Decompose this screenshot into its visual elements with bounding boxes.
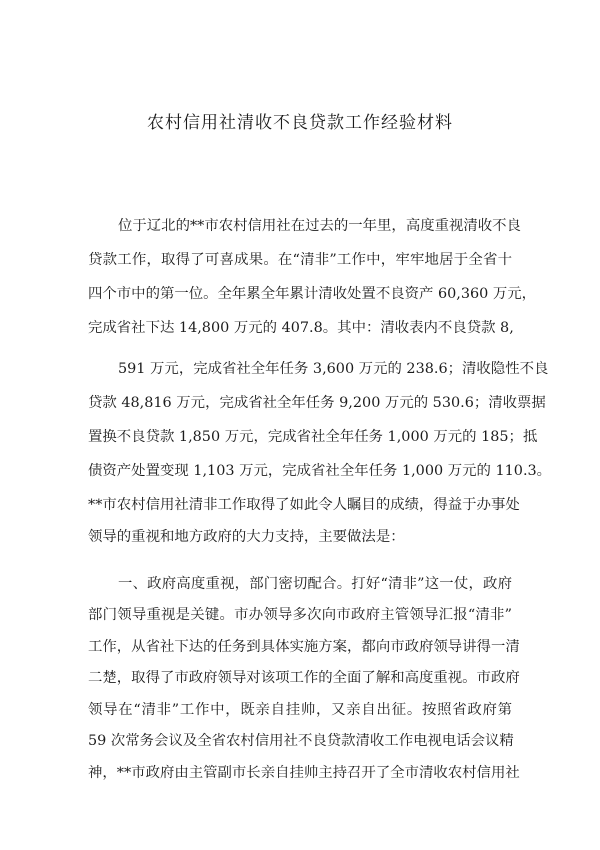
paragraph-1-line-1: 位于辽北的**市农村信用社在过去的一年里，高度重视清收不良 <box>118 218 521 234</box>
paragraph-2-line-6: 领导的重视和地方政府的大力支持，主要做法是： <box>88 529 405 545</box>
paragraph-2-line-1: 591 万元，完成省社全年任务 3,600 万元的 238.6；清收隐性不良 <box>118 361 549 377</box>
paragraph-1-line-3: 四个市中的第一位。全年累全年累计清收处置不良资产 60,360 万元， <box>88 286 537 302</box>
paragraph-3-line-3: 工作，从省社下达的任务到具体实施方案，都向市政府领导讲得一清 <box>88 639 520 655</box>
paragraph-3-line-4: 二楚，取得了市政府领导对该项工作的全面了解和高度重视。市政府 <box>88 670 520 686</box>
paragraph-2-line-5: **市农村信用社清非工作取得了如此令人瞩目的成绩，得益于办事处 <box>88 497 520 513</box>
document-title: 农村信用社清收不良贷款工作经验材料 <box>147 113 453 133</box>
paragraph-3-line-2: 部门领导重视是关键。市办领导多次向市政府主管领导汇报“清非” <box>88 607 512 623</box>
paragraph-2-line-2: 贷款 48,816 万元，完成省社全年任务 9,200 万元的 530.6；清收票据 <box>88 395 546 411</box>
paragraph-3-line-7: 神，**市政府由主管副市长亲自挂帅主持召开了全市清收农村信用社 <box>88 765 520 781</box>
paragraph-1-line-4: 完成省社下达 14,800 万元的 407.8。其中：清收表内不良贷款 8, <box>88 320 514 336</box>
paragraph-2-line-4: 债资产处置变现 1,103 万元，完成省社全年任务 1,000 万元的 110.3。 <box>88 463 552 479</box>
paragraph-1-line-2: 贷款工作，取得了可喜成果。在“清非”工作中，牢牢地居于全省十 <box>88 252 512 268</box>
paragraph-3-line-5: 领导在“清非”工作中，既亲自挂帅，又亲自出征。按照省政府第 <box>88 702 512 718</box>
paragraph-3-line-6: 59 次常务会议及全省农村信用社不良贷款清收工作电视电话会议精 <box>88 733 514 749</box>
paragraph-2-line-3: 置换不良贷款 1,850 万元，完成省社全年任务 1,000 万元的 185；抵 <box>88 429 538 445</box>
paragraph-3-line-1: 一、政府高度重视，部门密切配合。打好“清非”这一仗，政府 <box>118 576 512 592</box>
